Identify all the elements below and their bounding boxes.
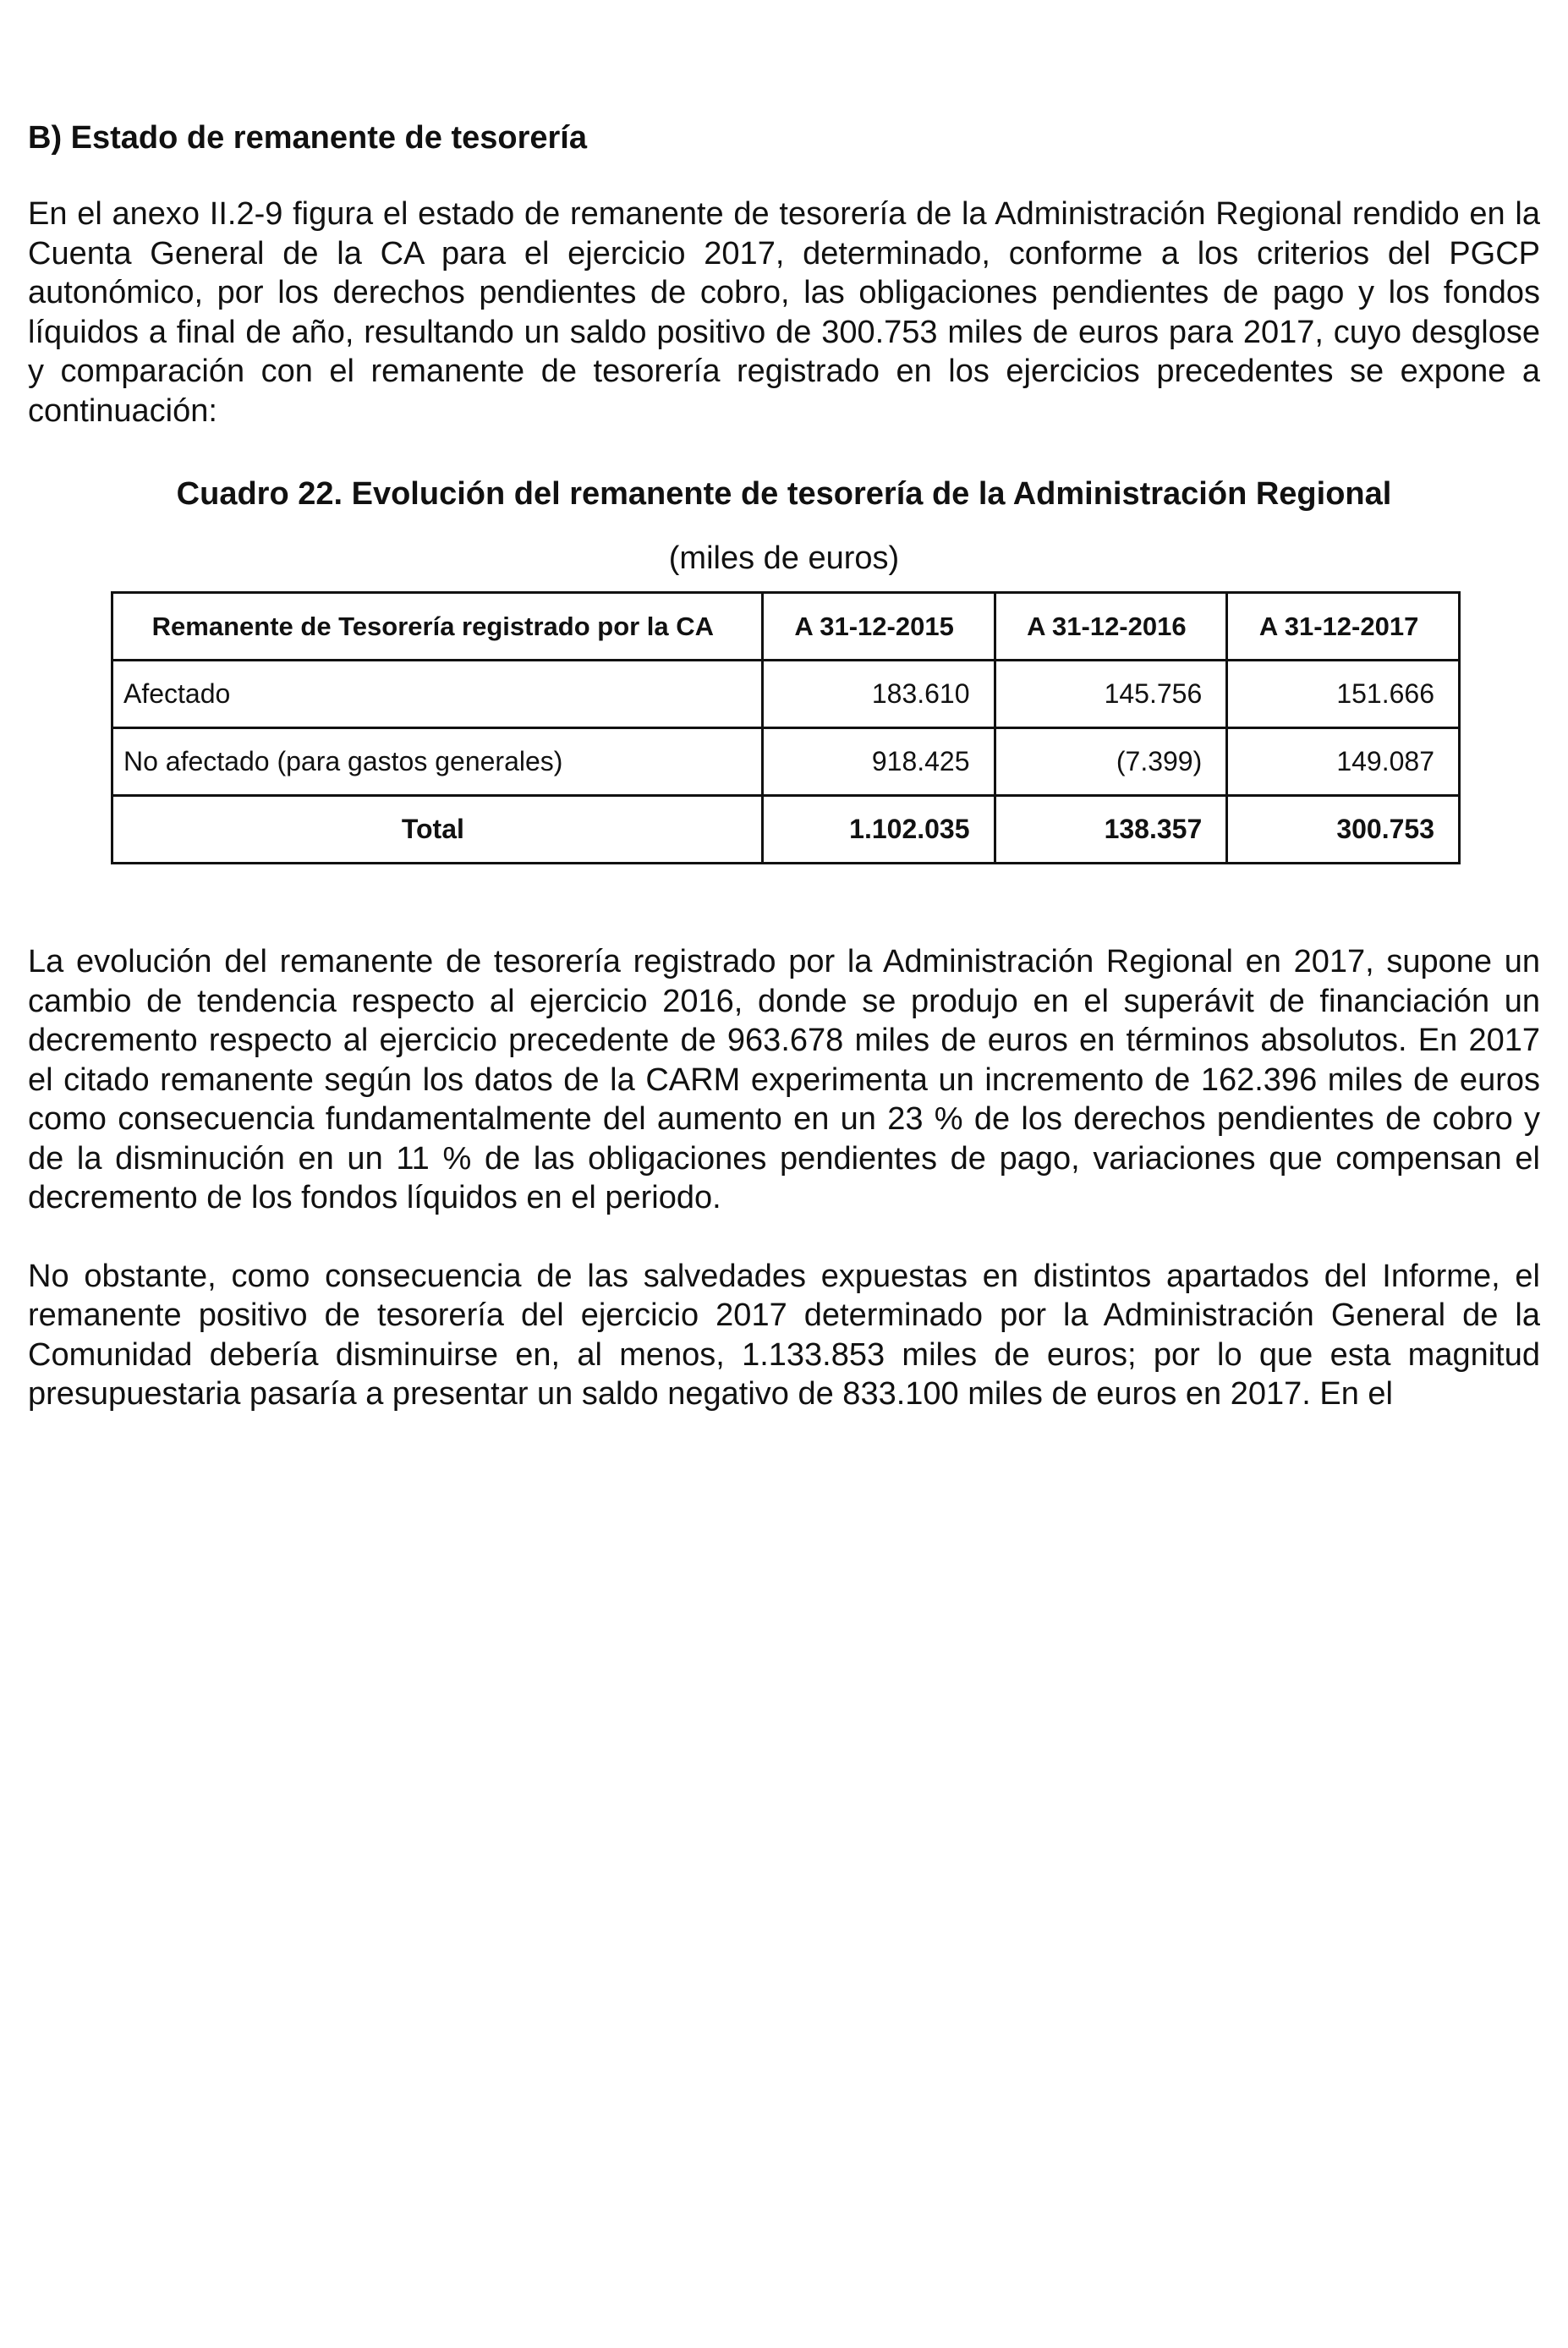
salvedades-paragraph: No obstante, como consecuencia de las salvedades expuestas en distintos apartados del Informe, el remanente positivo de tesorería del ejercicio 2017 determinado por la Administración General de la Comunidad debería disminuirse en, al menos, 1.133.853 miles de euros; por lo que esta magnitud presupuestaria pasaría a presentar un saldo negativo de 833.100 miles de euros en 2017. En el: [28, 1258, 1540, 1412]
evolution-paragraph: La evolución del remanente de tesorería registrado por la Administración Regional en 2017, supone un cambio de tendencia respecto al ejercicio 2016, donde se produjo en el superávit de financiación un decremento respecto al ejercicio precedente de 963.678 miles de euros en términos absolutos. En 2017 el citado remanente según los datos de la CARM experimenta un incremento de 162.396 miles de euros como consecuencia fundamentalmente del aumento en un 23 % de los derechos pendientes de cobro y de la disminución en un 11 % de las obligaciones pendientes de pago, variaciones que compensan el decremento de los fondos líquidos en el periodo.: [28, 944, 1540, 1215]
total-cell: 138.357: [995, 796, 1227, 864]
row-label: Afectado: [112, 661, 763, 728]
table-title: Cuadro 22. Evolución del remanente de tesorería de la Administración Regional: [176, 476, 1392, 512]
table-cell: 151.666: [1227, 661, 1460, 728]
table-row: [112, 661, 1460, 728]
table-cell: 145.756: [995, 661, 1227, 728]
row-label: No afectado (para gastos generales): [112, 728, 763, 796]
table-cell: 918.425: [762, 728, 995, 796]
column-header: A 31-12-2017: [1227, 593, 1460, 661]
column-header: A 31-12-2015: [762, 593, 995, 661]
table-cell: 183.610: [762, 661, 995, 728]
intro-paragraph: En el anexo II.2-9 figura el estado de remanente de tesorería de la Administración Regional rendido en la Cuenta General de la CA para el ejercicio 2017, determinado, conforme a los criterios del PGCP autonómico, por los derechos pendientes de cobro, las obligaciones pendientes de pago y los fondos líquidos a final de año, resultando un saldo positivo de 300.753 miles de euros para 2017, cuyo desglose y comparación con el remanente de tesorería registrado en los ejercicios precedentes se expone a continuación:: [28, 196, 1540, 429]
total-cell: 1.102.035: [762, 796, 995, 864]
table-row: [112, 728, 1460, 796]
table-header-row: [112, 593, 1460, 661]
table-cell: (7.399): [995, 728, 1227, 796]
table-cell: 149.087: [1227, 728, 1460, 796]
section-heading: B) Estado de remanente de tesorería: [28, 120, 587, 156]
table-units: (miles de euros): [668, 540, 900, 576]
table-total-row: [112, 796, 1460, 864]
remanente-table: [111, 591, 1461, 864]
column-header: Remanente de Tesorería registrado por la CA: [112, 593, 763, 661]
total-label: Total: [112, 796, 763, 864]
analysis-section: [28, 942, 1540, 1414]
column-header: A 31-12-2016: [995, 593, 1227, 661]
document-page: [28, 118, 1540, 1414]
total-cell: 300.753: [1227, 796, 1460, 864]
